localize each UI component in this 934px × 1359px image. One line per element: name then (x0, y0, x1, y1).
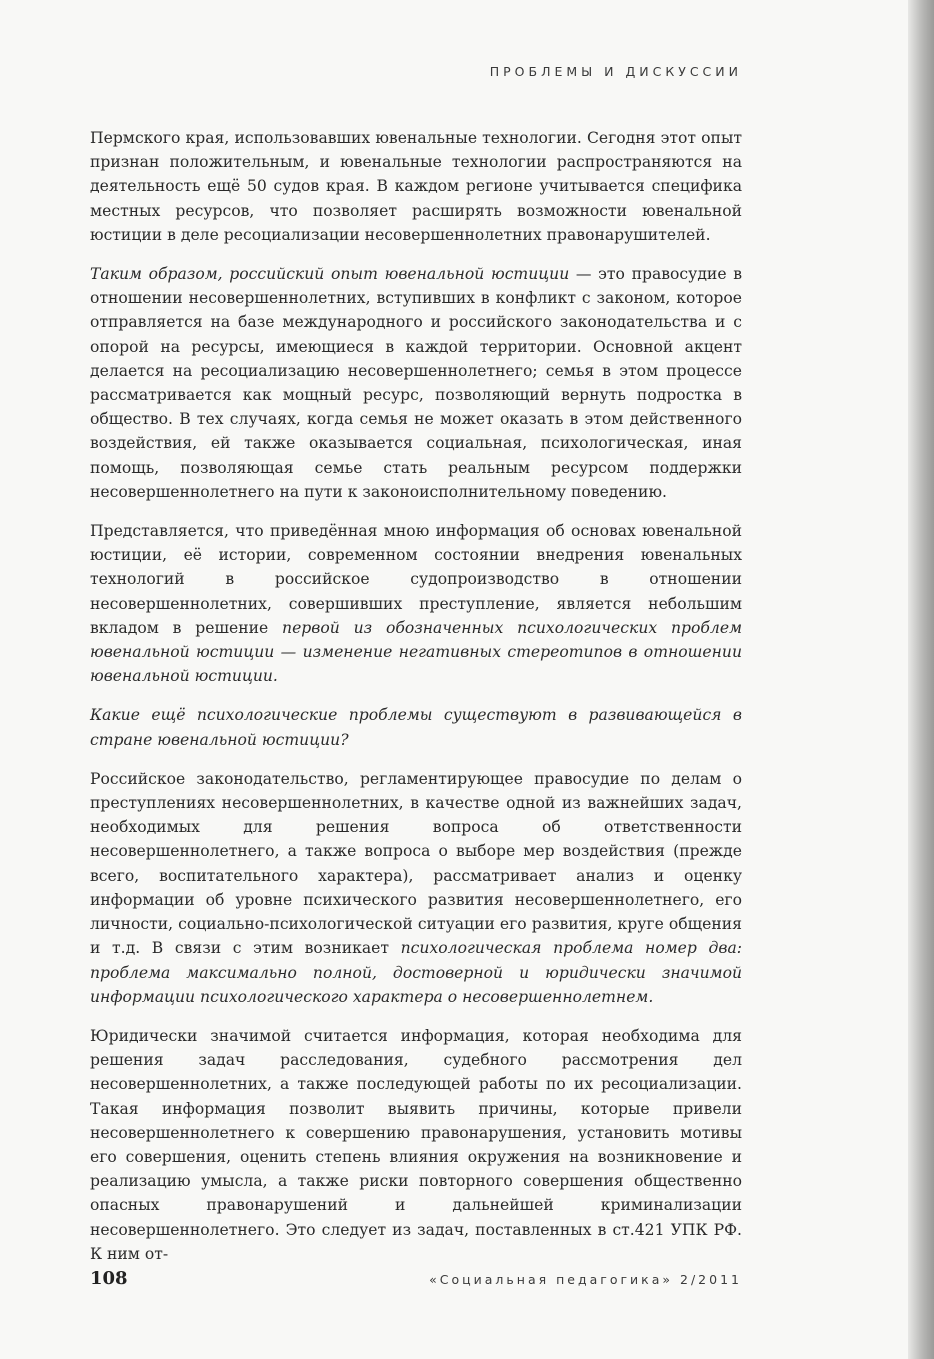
page-edge-shadow (908, 0, 934, 1359)
paragraph-2-italic: Таким образом, российский опыт ювенальной юстиции (90, 265, 570, 284)
paragraph-3-text: Представляется, что приведённая мною информация об основах ювенальной юстиции, её истории, современном состоянии внедрения ювенальных технологий в российское судопроизводство в отношении несовершеннолетних, совершивших преступление, является небольшим вкладом в решение (90, 522, 742, 637)
paragraph-2 (90, 262, 742, 504)
paragraph-1-text: Пермского края, использовавших ювенальные технологии. Сегодня этот опыт признан положительным, и ювенальные технологии распространяются на деятельность ещё 50 судов края. В каждом регионе учитывается специфика местных ресурсов, что позволяет расширять возможности ювенальной юстиции в деле ресоциализации несовершеннолетних правонарушителей. (90, 129, 742, 244)
paragraph-2-text: — это правосудие в отношении несовершеннолетних, вступивших в конфликт с законом, которое отправляется на базе международного и российского законодательства и с опорой на ресурсы, имеющиеся в каждой территории. Основной акцент делается на ресоциализацию несовершеннолетнего; семья в этом процессе рассматривается как мощный ресурс, позволяющий вернуть подростка в общество. В тех случаях, когда семья не может оказать в этом действенного воздействия, ей также оказывается социальная, психологическая, иная помощь, позволяющая семье стать реальным ресурсом поддержки несовершеннолетнего на пути к законоисполнительному поведению. (90, 265, 742, 501)
article-body (90, 126, 742, 1281)
paragraph-5-text: Российское законодательство, регламентирующее правосудие по делам о преступлениях несовершеннолетних, в качестве одной из важнейших задач, необходимых для решения вопроса об ответственности несовершеннолетнего, а также вопроса о выборе мер воздействия (прежде всего, воспитательного характера), рассматривает анализ и оценку информации об уровне психического развития несовершеннолетнего, его личности, социально-психологической ситуации его развития, круге общения и т.д. В связи с этим возникает (90, 769, 742, 958)
paragraph-3-italic: первой из обозначенных психологических проблем ювенальной юстиции — изменение негативных стереотипов в отношении ювенальной юстиции. (90, 618, 743, 686)
page-number: 108 (90, 1268, 128, 1289)
paragraph-4-question (90, 703, 742, 751)
paragraph-5-italic: психологическая проблема номер два: проблема максимально полной, достоверной и юридически значимой информации психологического характера о несовершеннолетнем. (90, 939, 742, 1006)
paragraph-4-italic: Какие ещё психологические проблемы существуют в развивающейся в стране ювенальной юстиции? (90, 706, 742, 749)
paragraph-3 (90, 519, 742, 688)
paragraph-5 (90, 767, 742, 1009)
paragraph-1 (90, 126, 742, 247)
running-head: ПРОБЛЕМЫ И ДИСКУССИИ (489, 64, 742, 79)
paragraph-6-text: Юридически значимой считается информация, которая необходима для решения задач расследования, судебного рассмотрения дел несовершеннолетних, а также последующей работы по их ресоциализации. Такая информация позволит выявить причины, которые привели несовершеннолетнего к совершению правонарушения, установить мотивы его совершения, оценить степень влияния окружения на возникновение и реализацию умысла, а также риски повторного совершения общественно опасных правонарушений и дальнейшей криминализации несовершеннолетнего. Это следует из задач, поставленных в ст.421 УПК РФ. К ним от- (90, 1026, 742, 1263)
paragraph-6 (90, 1024, 742, 1266)
journal-footer: «Социальная педагогика» 2/2011 (429, 1272, 742, 1287)
